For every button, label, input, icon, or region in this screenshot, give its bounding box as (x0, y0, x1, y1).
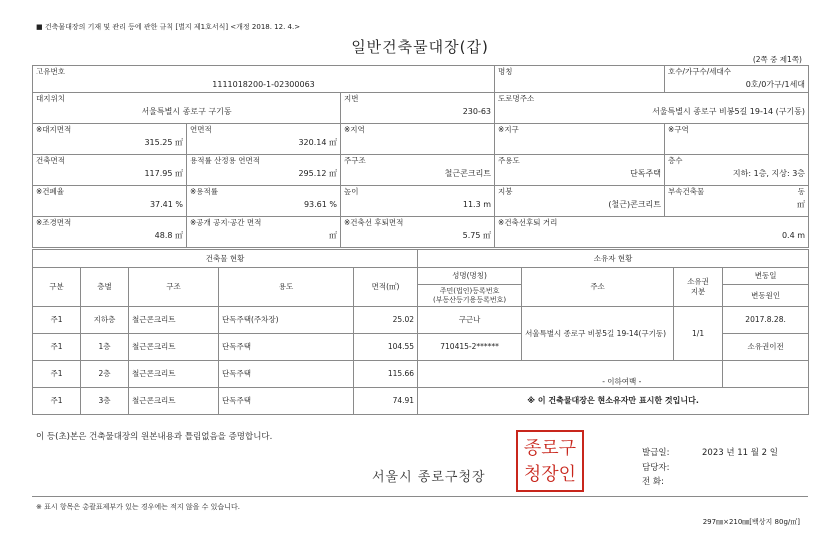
summary-table (32, 65, 809, 248)
location-cell: 대지위치 서울특별시 종로구 구기동 (33, 93, 341, 124)
main-structure-cell: 주구조 철근콘크리트 (341, 155, 495, 186)
district-cell: ※지구 (495, 124, 665, 155)
total-floor-area-cell: 연면적 320.14 ㎡ (187, 124, 341, 155)
building-area-cell: 건축면적 117.95 ㎡ (33, 155, 187, 186)
lot-no-cell: 지번 230-63 (341, 93, 495, 124)
col-header-area: 면적(㎡) (354, 268, 418, 307)
landscape-cell: ※조경면적 48.8 ㎡ (33, 217, 187, 248)
owner-id: 710415-2****** (418, 334, 522, 361)
area-cell: ※구역 (665, 124, 809, 155)
unique-no-value: 1111018200-1-02300063 (212, 80, 315, 89)
road-address-cell: 도로명주소 서울특별시 종로구 비봉5길 19-14 (구기동) (495, 93, 809, 124)
form-regulation-note: ■ 건축물대장의 기재 및 관리 등에 관한 규칙 [별지 제1호서식] <개정 2018. 12. 4.> (36, 23, 301, 31)
zone-cell: ※지역 (341, 124, 495, 155)
roof-cell: 지붕 (철근)콘크리트 (495, 186, 665, 217)
table-row: 주1 2층 철근콘크리트 단독주택 115.66 - 이하여백 - (33, 361, 809, 388)
households-cell: 호수/가구수/세대수 0호/0가구/1세대 (665, 66, 809, 93)
floors-cell: 층수 지하: 1층, 지상: 3층 (665, 155, 809, 186)
table-row: 주1 지하층 철근콘크리트 단독주택(주차장) 25.02 구근나 서울특별시 종로구 비봉5길 19-14(구기동) 1/1 2017.8.28. (33, 307, 809, 334)
building-status-title: 건축물 현황 (33, 250, 418, 268)
col-header-owner-id: 주민(법인)등록번호 (부동산등기용등록번호) (418, 285, 522, 307)
col-header-div: 구분 (33, 268, 81, 307)
public-space-cell: ※공개 공지·공간 면적 ㎡ (187, 217, 341, 248)
far-floor-area-cell: 용적률 산정용 연면적 295.12 ㎡ (187, 155, 341, 186)
setback-distance-cell: ※건축선후퇴 거리 0.4 m (495, 217, 809, 248)
owner-status-title: 소유자 현황 (418, 250, 809, 268)
col-header-owner-name: 성명(명칭) (418, 268, 522, 285)
owner-share: 1/1 (674, 307, 723, 361)
table-row: 주1 3층 철근콘크리트 단독주택 74.91 ※ 이 건축물대장은 현소유자만 표시한 것입니다. (33, 388, 809, 415)
blank-note: - 이하여백 - (522, 361, 723, 388)
change-reason: 소유권이전 (723, 334, 809, 361)
setback-area-cell: ※건축선 후퇴면적 5.75 ㎡ (341, 217, 495, 248)
col-header-use: 용도 (219, 268, 354, 307)
height-cell: 높이 11.3 m (341, 186, 495, 217)
page-info: (2쪽 중 제1쪽) (752, 55, 802, 64)
col-header-share: 소유권 지분 (674, 268, 723, 307)
name-cell: 명칭 (495, 66, 665, 93)
official-seal: 종로구 청장인 (516, 430, 584, 492)
col-header-structure: 구조 (129, 268, 219, 307)
col-header-change-date: 변동일 (723, 268, 809, 285)
annex-cell: 부속건축물 동 ㎡ (665, 186, 809, 217)
bcr-cell: ※건폐율 37.41 % (33, 186, 187, 217)
issue-date: 2023 년 11 월 2 일 (702, 448, 778, 458)
col-header-change-reason: 변동원인 (723, 285, 809, 307)
site-area-cell: ※대지면적 315.25 ㎡ (33, 124, 187, 155)
issuer-name: 서울시 종로구청장 (372, 470, 486, 485)
manager-label: 담당자: (642, 463, 670, 473)
paper-size: 297㎜×210㎜[백상지 80g/㎡] (702, 518, 800, 526)
col-header-floor: 층별 (81, 268, 129, 307)
unique-no-cell: 고유번호 1111018200-1-02300063 (33, 66, 495, 93)
far-cell: ※용적률 93.61 % (187, 186, 341, 217)
document-title: 일반건축물대장(갑) (351, 38, 489, 56)
phone-label: 전 화: (642, 477, 664, 487)
table-row: 주1 1층 철근콘크리트 단독주택 104.55 710415-2****** 소유권이전 (33, 334, 809, 361)
col-header-address: 주소 (522, 268, 674, 307)
current-owner-note: ※ 이 건축물대장은 현소유자만 표시한 것입니다. (418, 388, 809, 415)
certification-statement: 이 등(초)본은 건축물대장의 원본내용과 틀림없음을 증명합니다. (36, 432, 273, 442)
issue-date-label: 발급일: (642, 448, 670, 458)
status-table (32, 249, 809, 415)
change-date: 2017.8.28. (723, 307, 809, 334)
owner-name: 구근나 (418, 307, 522, 334)
main-use-cell: 주용도 단독주택 (495, 155, 665, 186)
footnote: ※ 표시 항목은 총괄표제부가 있는 경우에는 적지 않을 수 있습니다. (36, 503, 240, 511)
footer-divider (32, 496, 808, 497)
owner-address: 서울특별시 종로구 비봉5길 19-14(구기동) (522, 307, 674, 361)
